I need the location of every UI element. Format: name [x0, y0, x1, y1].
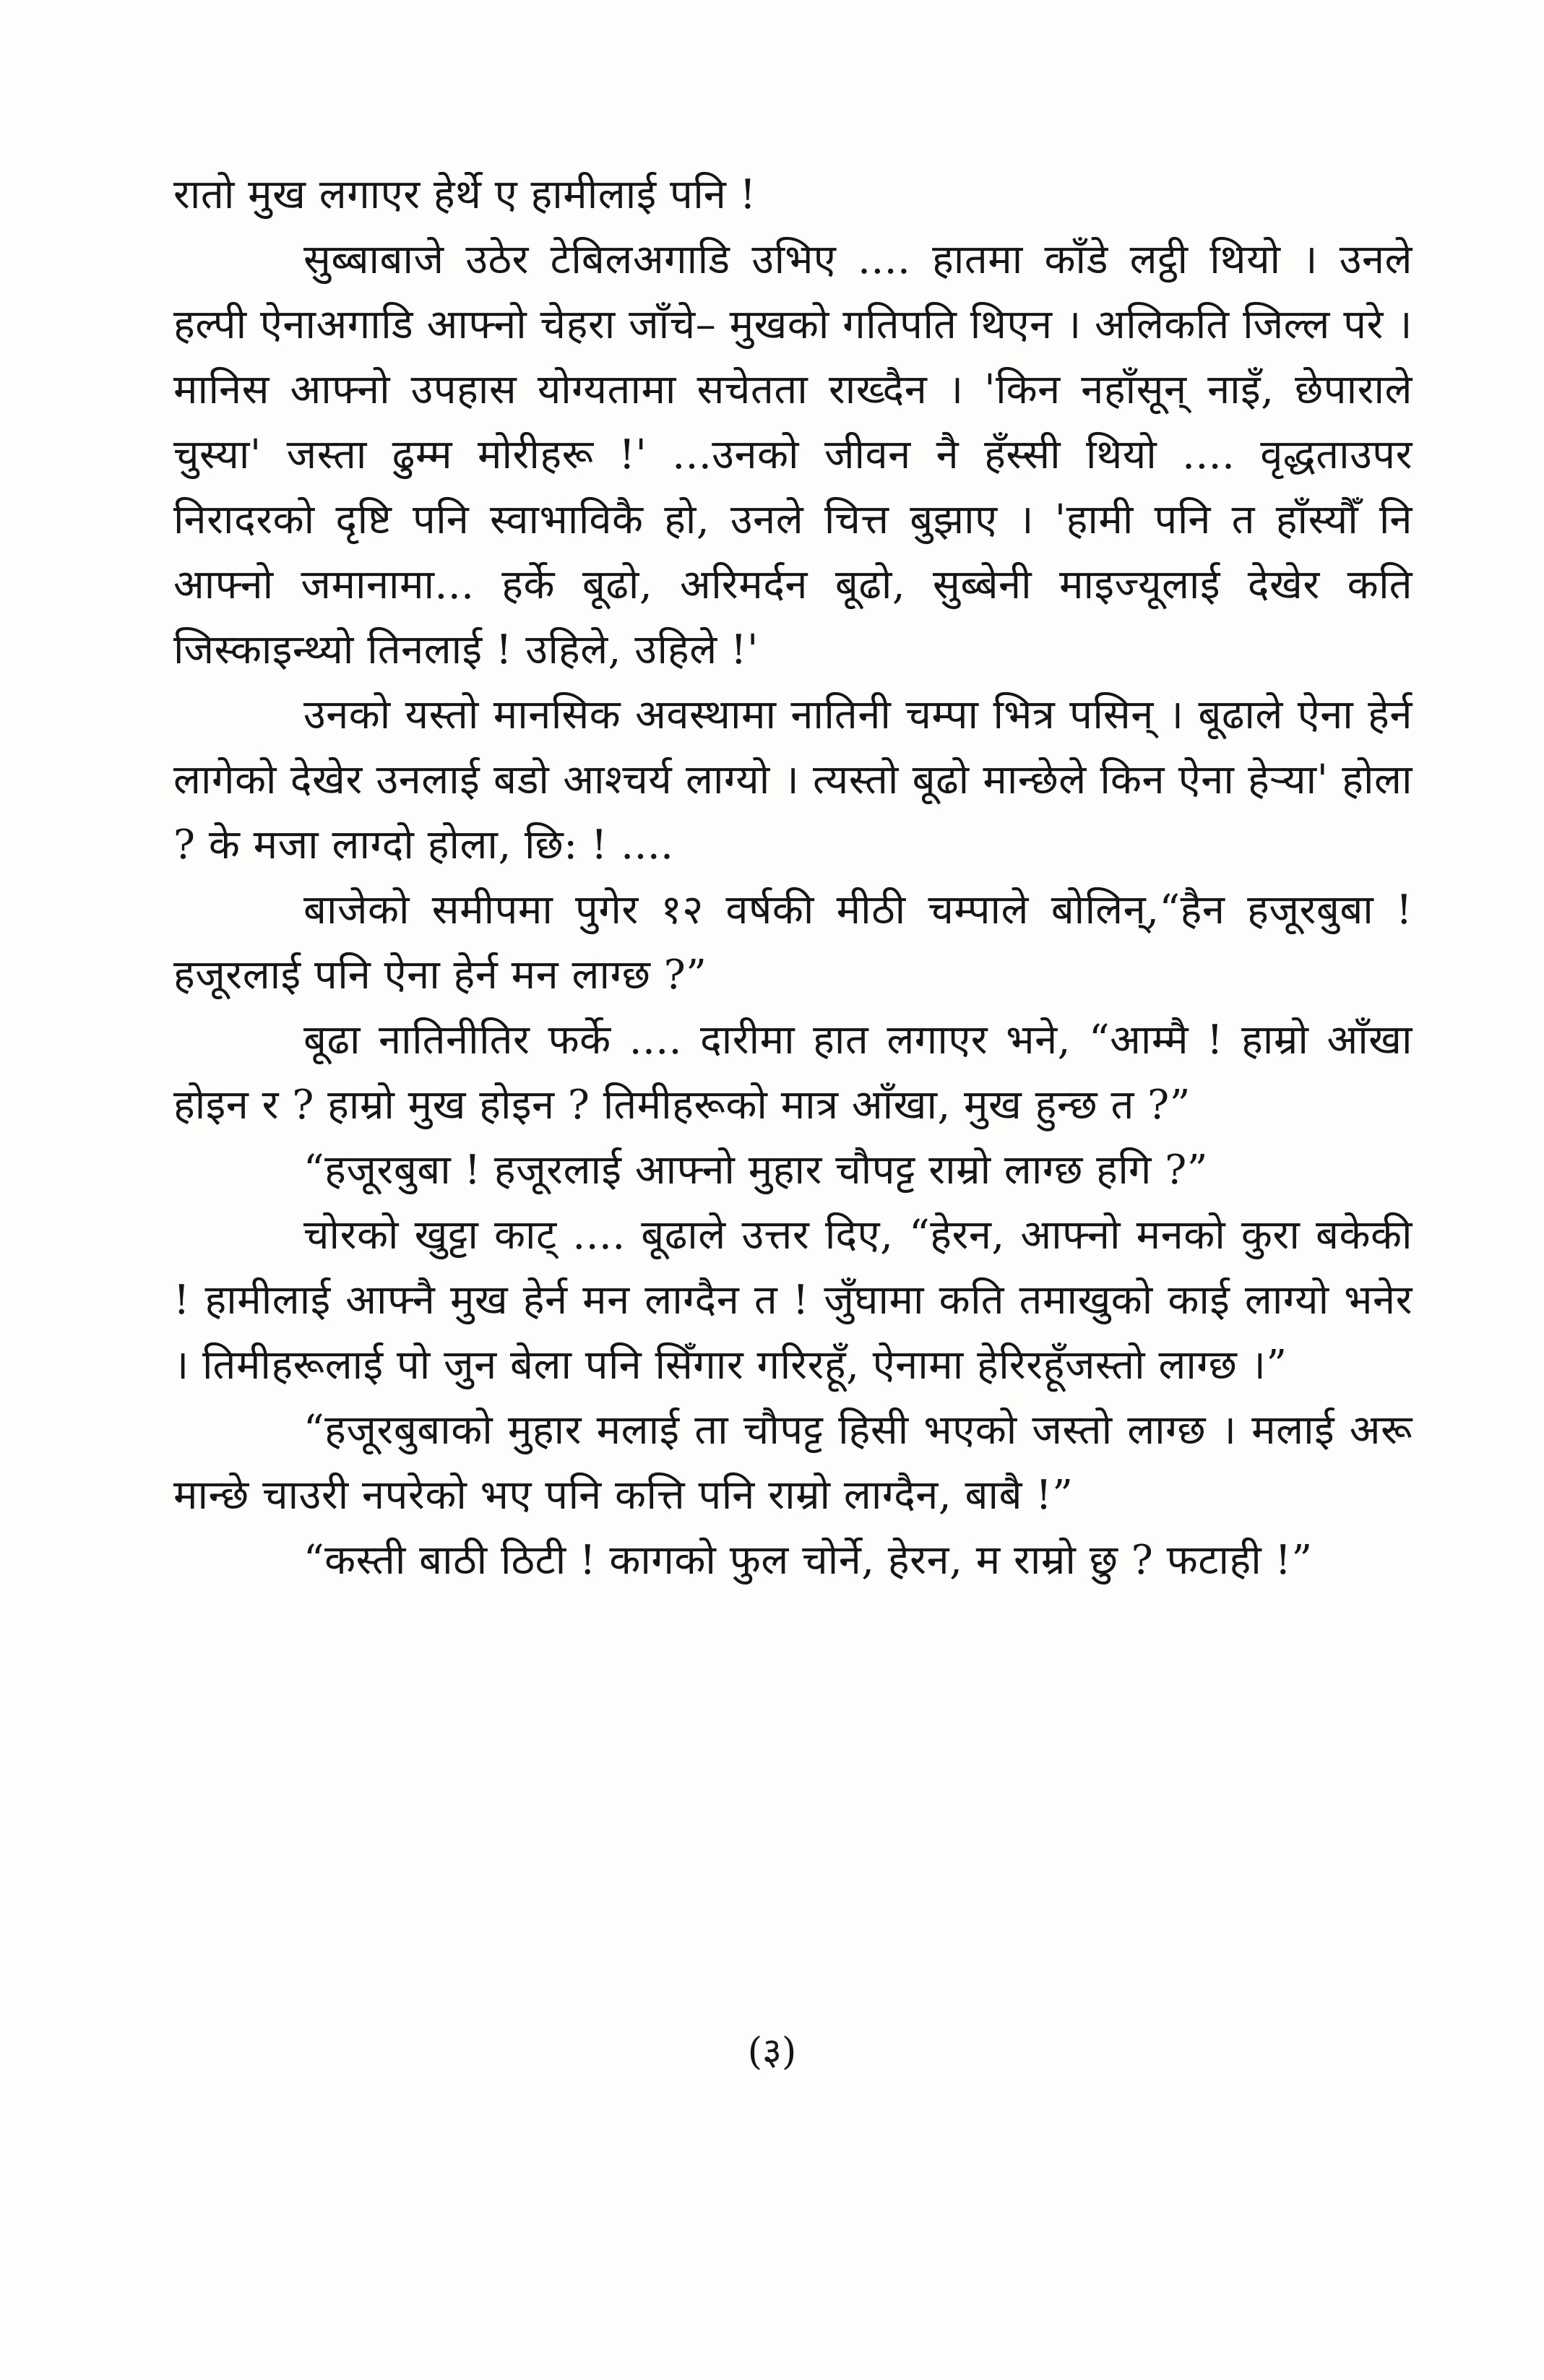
paragraph: “कस्ती बाठी ठिटी ! कागको फुल चोर्ने, हेरन, म राम्रो छु ? फटाही !”: [303, 1537, 1313, 1584]
body-text: [173, 163, 1413, 1593]
paragraph: सुब्बाबाजे उठेर टेबिलअगाडि उभिए .... हातमा काँडे लट्ठी थियो । उनले हल्पी ऐनाअगाडि आफ्नो चेहरा जाँचे– मुखको गतिपति थिएन । अलिकति जिल्ल परे । मानिस आफ्नो उपहास योग्यतामा सचेतता राख्दैन । 'किन नहाँसून् नाइँ, छेपाराले चुस्या' जस्ता ढुम्म मोरीहरू !' ...उनको जीवन नै हँस्सी थियो .... वृद्धताउपर निरादरको दृष्टि पनि स्वाभाविकै हो, उनले चित्त बुझाए । 'हामी पनि त हाँस्यौँ नि आफ्नो जमानामा... हर्के बूढो, अरिमर्दन बूढो, सुब्बेनी माइज्यूलाई देखेर कति जिस्काइन्थ्यो तिनलाई ! उहिले, उहिले !': [173, 236, 1413, 673]
paragraph: रातो मुख लगाएर हेर्थे ए हामीलाई पनि !: [173, 171, 756, 218]
paragraph: “हजूरबुबाको मुहार मलाई ता चौपट्ट हिसी भएको जस्तो लाग्छ । मलाई अरू मान्छे चाउरी नपरेको भए पनि कत्ति पनि राम्रो लाग्दैन, बाबै !”: [173, 1407, 1413, 1519]
paragraph: बूढा नातिनीतिर फर्के .... दारीमा हात लगाएर भने, “आम्मै ! हाम्रो आँखा होइन र ? हाम्रो मुख होइन ? तिमीहरूको मात्र आँखा, मुख हुन्छ त ?”: [173, 1017, 1413, 1129]
page-number: (३): [747, 2030, 797, 2074]
paragraph: चोरको खुट्टा काट् .... बूढाले उत्तर दिए, “हेरन, आफ्नो मनको कुरा बकेकी ! हामीलाई आफ्नै मुख हेर्न मन लाग्दैन त ! जुँघामा कति तमाखुको काई लाग्यो भनेर । तिमीहरूलाई पो जुन बेला पनि सिँगार गरिरहूँ, ऐनामा हेरिरहूँजस्तो लाग्छ ।”: [173, 1212, 1413, 1389]
paragraph: “हजूरबुबा ! हजूरलाई आफ्नो मुहार चौपट्ट राम्रो लाग्छ हगि ?”: [303, 1147, 1208, 1194]
paragraph: बाजेको समीपमा पुगेर १२ वर्षकी मीठी चम्पाले बोलिन्,“हैन हजूरबुबा ! हजूरलाई पनि ऐना हेर्न मन लाग्छ ?”: [173, 887, 1413, 999]
paragraph: उनको यस्तो मानसिक अवस्थामा नातिनी चम्पा भित्र पसिन् । बूढाले ऐना हेर्न लागेको देखेर उनलाई बडो आश्चर्य लाग्यो । त्यस्तो बूढो मान्छेले किन ऐना हेर्‍या' होला ? के मजा लाग्दो होला, छि: ! ....: [173, 691, 1413, 868]
